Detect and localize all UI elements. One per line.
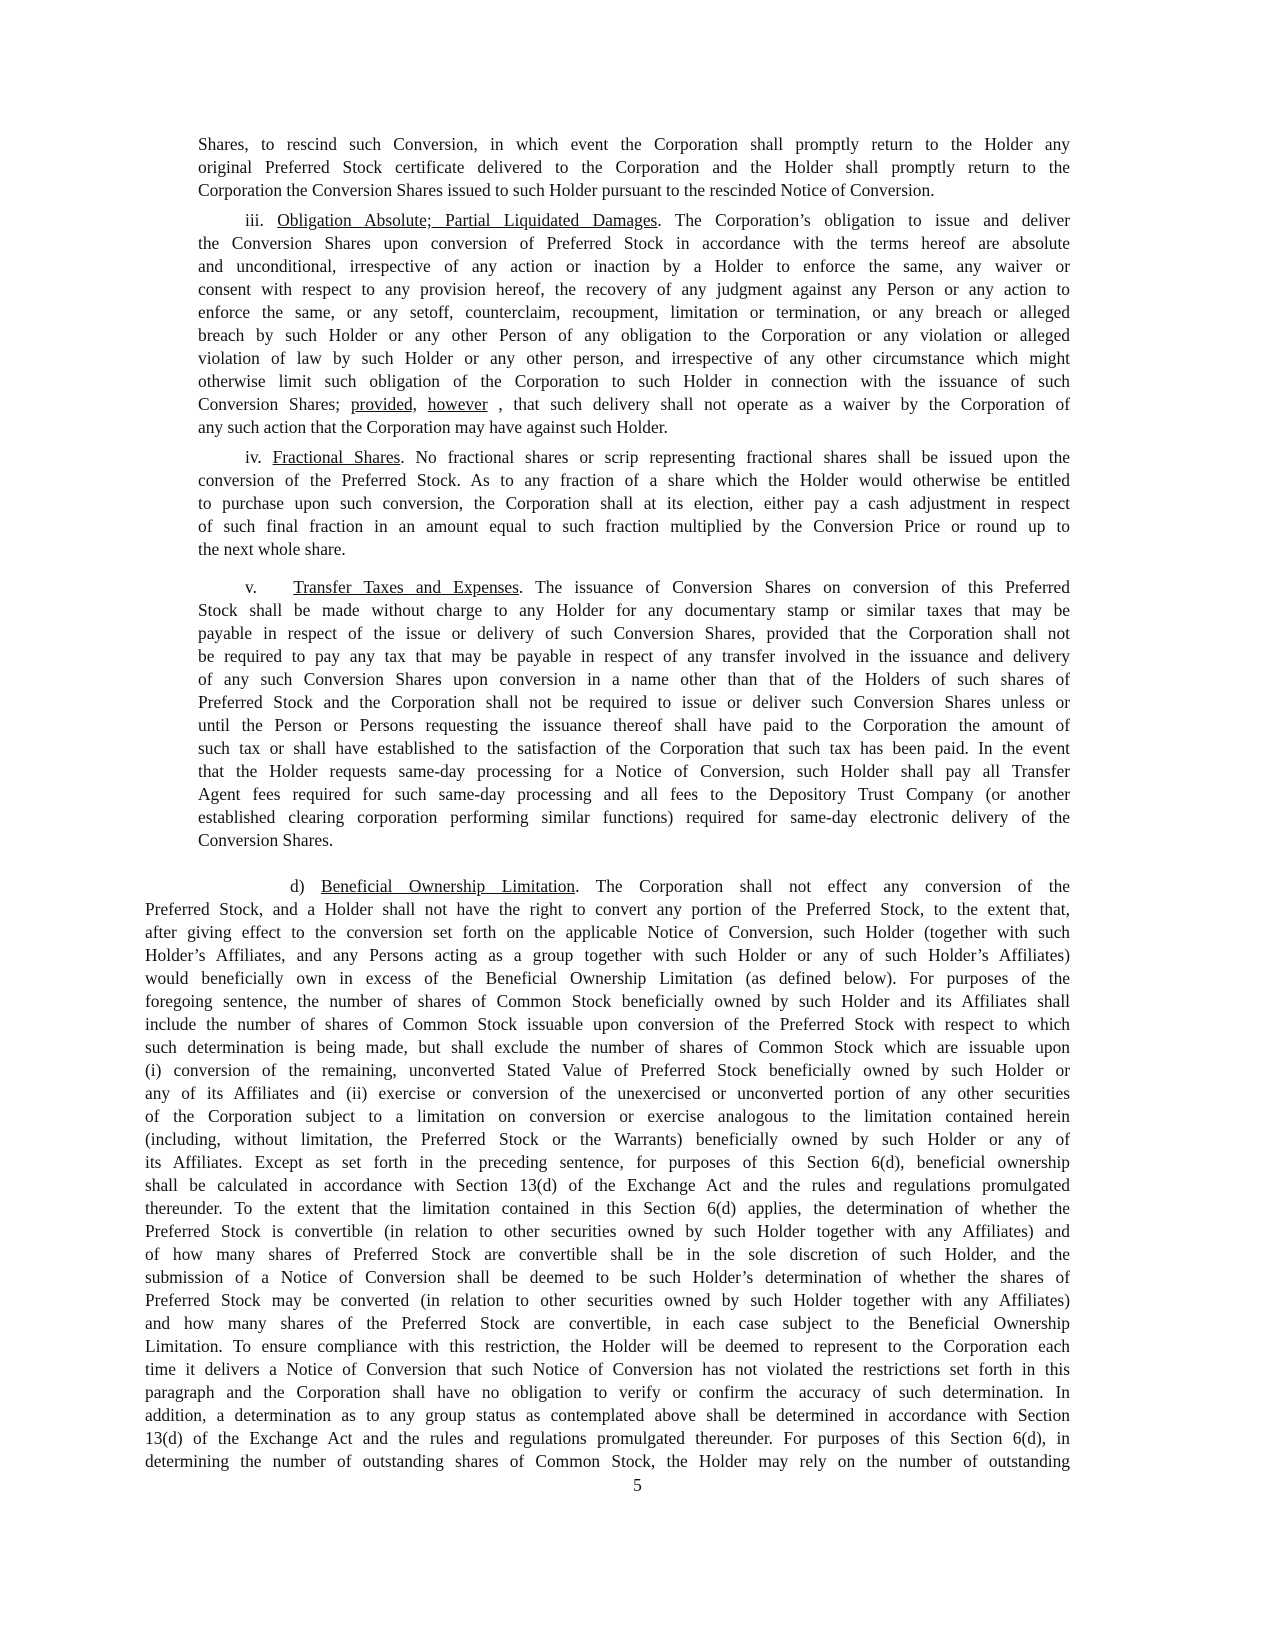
text-line: the Conversion Shares upon conversion of Preferred Stock in accordance with the terms hereof are absolute (198, 233, 1070, 253)
text-line: (including, without limitation, the Preferred Stock or the Warrants) beneficially owned by such Holder or any of (145, 1129, 1070, 1149)
text-line: that the Holder requests same-day processing for a Notice of Conversion, such Holder shall pay all Transfer (198, 761, 1070, 781)
text-segment: iv. (245, 447, 273, 467)
underlined-heading: Transfer Taxes and Expenses (293, 577, 519, 597)
text-line: paragraph and the Corporation shall have no obligation to verify or confirm the accuracy of such determination. In (145, 1382, 1070, 1402)
text-line: Conversion Shares. (198, 830, 334, 850)
text-line: its Affiliates. Except as set forth in the preceding sentence, for purposes of this Section 6(d), beneficial ownership (145, 1152, 1070, 1172)
page-number: 5 (633, 1475, 642, 1495)
text-line: of such final fraction in an amount equal to such fraction multiplied by the Conversion Price or round up to (198, 516, 1070, 536)
text-segment: . The Corporation shall not effect any conversion of the (575, 876, 1070, 896)
text-line: of the Corporation subject to a limitation on conversion or exercise analogous to the limitation contained herein (145, 1106, 1070, 1126)
text-line: shall be calculated in accordance with Section 13(d) of the Exchange Act and the rules and regulations promulgated (145, 1175, 1070, 1195)
text-line: Holder’s Affiliates, and any Persons acting as a group together with such Holder or any of such Holder’s Affiliates) (145, 945, 1070, 965)
text-line: after giving effect to the conversion set forth on the applicable Notice of Conversion, such Holder (together with such (145, 922, 1070, 942)
text-line: payable in respect of the issue or delivery of such Conversion Shares, provided that the Corporation shall not (198, 623, 1070, 643)
text-segment: . No fractional shares or scrip representing fractional shares shall be issued upon the (400, 447, 1071, 467)
text-line: Preferred Stock, and a Holder shall not have the right to convert any portion of the Preferred Stock, to the extent that, (145, 899, 1070, 919)
text-line: enforce the same, or any setoff, counterclaim, recoupment, limitation or termination, or any breach or alleged (198, 302, 1070, 322)
text-line: such determination is being made, but shall exclude the number of shares of Common Stock which are issuable upon (145, 1037, 1070, 1057)
text-segment: iii. (245, 210, 278, 230)
document-body (145, 133, 1070, 1473)
text-line: original Preferred Stock certificate delivered to the Corporation and the Holder shall promptly return to the (198, 157, 1070, 177)
text-line: the next whole share. (198, 539, 346, 559)
text-line (198, 209, 1070, 232)
text-line: and unconditional, irrespective of any action or inaction by a Holder to enforce the same, any waiver or (198, 256, 1070, 276)
text-line: Corporation the Conversion Shares issued to such Holder pursuant to the rescinded Notice of Conversion. (198, 180, 935, 200)
text-segment (417, 394, 428, 414)
text-line: (i) conversion of the remaining, unconverted Stated Value of Preferred Stock beneficially owned by such Holder or (145, 1060, 1070, 1080)
text-line: be required to pay any tax that may be payable in respect of any transfer involved in the issuance and delivery (198, 646, 1070, 666)
text-line: until the Person or Persons requesting the issuance thereof shall have paid to the Corporation the amount of (198, 715, 1070, 735)
text-line: to purchase upon such conversion, the Corporation shall at its election, either pay a cash adjustment in respect (198, 493, 1070, 513)
text-line: thereunder. To the extent that the limitation contained in this Section 6(d) applies, the determination of whether the (145, 1198, 1070, 1218)
text-line: Preferred Stock is convertible (in relation to other securities owned by such Holder together with any Affiliates) and (145, 1221, 1070, 1241)
text-line: include the number of shares of Common Stock issuable upon conversion of the Preferred Stock with respect to which (145, 1014, 1070, 1034)
text-segment: . The Corporation’s obligation to issue and deliver (657, 210, 1070, 230)
text-line: any of its Affiliates and (ii) exercise or conversion of the unexercised or unconverted portion of any other securities (145, 1083, 1070, 1103)
text-line: of any such Conversion Shares upon conversion in a name other than that of the Holders of such shares of (198, 669, 1070, 689)
text-line (198, 393, 1070, 416)
text-segment: Conversion Shares; (198, 394, 351, 414)
text-line: time it delivers a Notice of Conversion that such Notice of Conversion has not violated the restrictions set forth in this (145, 1359, 1070, 1379)
text-line (198, 576, 1070, 599)
text-line: foregoing sentence, the number of shares of Common Stock beneficially owned by such Holder and its Affiliates shall (145, 991, 1070, 1011)
text-segment: . The issuance of Conversion Shares on conversion of this Preferred (518, 577, 1070, 597)
text-line: Limitation. To ensure compliance with this restriction, the Holder will be deemed to represent to the Corporation each (145, 1336, 1070, 1356)
paragraph (198, 576, 1070, 852)
underlined-heading: Fractional Shares (272, 447, 401, 467)
text-segment: , that such delivery shall not operate as a waiver by the Corporation of (487, 394, 1070, 414)
text-line: violation of law by such Holder or any other person, and irrespective of any other circumstance which might (198, 348, 1070, 368)
underlined-heading: Obligation Absolute; Partial Liquidated Damages (277, 210, 658, 230)
underlined-heading: Beneficial Ownership Limitation (320, 876, 576, 896)
text-line: Agent fees required for such same-day processing and all fees to the Depository Trust Company (or another (198, 784, 1070, 804)
text-line: breach by such Holder or any other Person of any obligation to the Corporation or any violation or alleged (198, 325, 1070, 345)
text-segment: v. (245, 577, 294, 597)
paragraph (198, 209, 1070, 439)
paragraph (198, 446, 1070, 561)
text-line: addition, a determination as to any group status as contemplated above shall be determined in accordance with Section (145, 1405, 1070, 1425)
text-line: conversion of the Preferred Stock. As to any fraction of a share which the Holder would otherwise be entitled (198, 470, 1070, 490)
text-line: consent with respect to any provision hereof, the recovery of any judgment against any Person or any action to (198, 279, 1070, 299)
paragraph (198, 133, 1070, 202)
text-line: Shares, to rescind such Conversion, in which event the Corporation shall promptly return to the Holder any (198, 134, 1070, 154)
text-line: determining the number of outstanding shares of Common Stock, the Holder may rely on the number of outstanding (145, 1451, 1070, 1471)
text-line: such tax or shall have established to the satisfaction of the Corporation that such tax has been paid. In the event (198, 738, 1070, 758)
text-line: of how many shares of Preferred Stock are convertible shall be in the sole discretion of such Holder, and the (145, 1244, 1070, 1264)
text-line: submission of a Notice of Conversion shall be deemed to be such Holder’s determination of whether the shares of (145, 1267, 1070, 1287)
text-line: otherwise limit such obligation of the Corporation to such Holder in connection with the issuance of such (198, 371, 1070, 391)
text-line: established clearing corporation performing similar functions) required for same-day electronic delivery of the (198, 807, 1070, 827)
underlined-heading: however (427, 394, 488, 414)
text-line: Stock shall be made without charge to any Holder for any documentary stamp or similar taxes that may be (198, 600, 1070, 620)
text-line: and how many shares of the Preferred Stock are convertible, in each case subject to the Beneficial Ownership (145, 1313, 1070, 1333)
underlined-heading: provided, (350, 394, 418, 414)
text-line (145, 875, 1070, 898)
text-line: Preferred Stock may be converted (in relation to other securities owned by such Holder together with any Affiliates) (145, 1290, 1070, 1310)
text-segment: d) (290, 876, 321, 896)
text-line: any such action that the Corporation may have against such Holder. (198, 417, 668, 437)
text-line: Preferred Stock and the Corporation shall not be required to issue or deliver such Conversion Shares unless or (198, 692, 1070, 712)
text-line: would beneficially own in excess of the Beneficial Ownership Limitation (as defined below). For purposes of the (145, 968, 1070, 988)
text-line (198, 446, 1070, 469)
text-line: 13(d) of the Exchange Act and the rules and regulations promulgated thereunder. For purposes of this Section 6(d), in (145, 1428, 1070, 1448)
paragraph (145, 875, 1070, 1473)
